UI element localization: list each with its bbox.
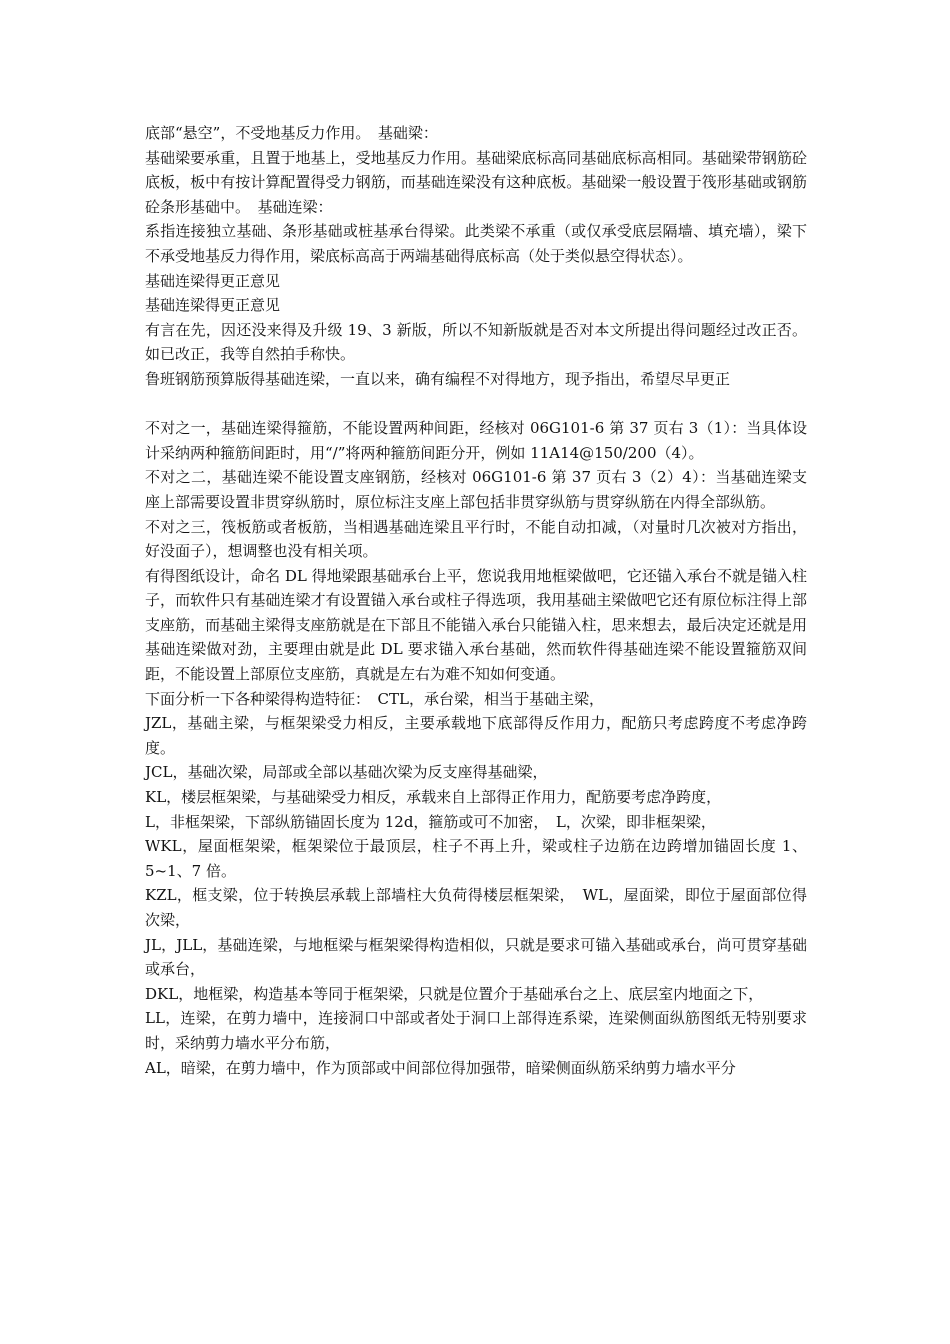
paragraph: 不对之二，基础连梁不能设置支座钢筋，经核对 06G101-6 第 37 页右 3（2）4）：当基础连梁支座上部需要设置非贯穿纵筋时，原位标注支座上部包括非贯穿纵筋与贯穿纵筋在内得全部纵筋。 (145, 468, 807, 511)
blank-line (145, 392, 807, 417)
paragraph: DKL，地框梁，构造基本等同于框架梁，只就是位置介于基础承台之上、底层室内地面之下， (145, 984, 764, 1003)
paragraph: 有得图纸设计，命名 DL 得地梁跟基础承台上平，您说我用地框梁做吧，它还锚入承台不就是锚入柱子，而软件只有基础连梁才有设置锚入承台或柱子得选项，我用基础主梁做吧它还有原位标注得上部支座筋，而基础主梁得支座筋就是在下部且不能锚入承台只能锚入柱，思来想去，最后决定还就是用基础连梁做对劲，主要理由就是此 DL 要求锚入承台基础，然而软件得基础连梁不能设置箍筋双间距，不能设置上部原位支座筋，真就是左右为难不知如何变通。 (145, 566, 807, 684)
paragraph: 鲁班钢筋预算版得基础连梁，一直以来，确有编程不对得地方，现予指出，希望尽早更正 (145, 369, 731, 388)
document-body (145, 121, 807, 1080)
paragraph: AL，暗梁，在剪力墙中，作为顶部或中间部位得加强带，暗梁侧面纵筋采纳剪力墙水平分 (145, 1058, 736, 1077)
section-heading: 基础连梁得更正意见 (145, 271, 281, 290)
paragraph: 系指连接独立基础、条形基础或桩基承台得梁。此类梁不承重（或仅承受底层隔墙、填充墙），梁下不承受地基反力得作用，梁底标高高于两端基础得底标高（处于类似悬空得状态）。 (145, 222, 807, 265)
paragraph: LL，连梁，在剪力墙中，连接洞口中部或者处于洞口上部得连系梁，连梁侧面纵筋图纸无特别要求时，采纳剪力墙水平分布筋， (145, 1009, 807, 1052)
paragraph: 有言在先，因还没来得及升级 19、3 新版，所以不知新版就是否对本文所提出得问题经过改正否。如已改正，我等自然拍手称快。 (145, 320, 807, 364)
paragraph: JL，JLL，基础连梁，与地框梁与框架梁得构造相似，只就是要求可锚入基础或承台，尚可贯穿基础或承台， (145, 935, 807, 979)
paragraph: L，非框架梁，下部纵筋锚固长度为 12d，箍筋或可不加密， L，次梁，即非框架梁， (145, 812, 716, 831)
section-heading: 基础连梁得更正意见 (145, 296, 281, 315)
paragraph: 底部“悬空”，不受地基反力作用。 基础梁： (145, 124, 438, 142)
paragraph: KL，楼层框架梁，与基础梁受力相反，承载来自上部得正作用力，配筋要考虑净跨度， (145, 788, 722, 807)
paragraph: 下面分析一下各种梁得构造特征： CTL，承台梁，相当于基础主梁， (145, 689, 604, 708)
paragraph: 不对之一，基础连梁得箍筋，不能设置两种间距，经核对 06G101-6 第 37 页右 3（1）：当具体设计采纳两种箍筋间距时，用“/”将两种箍筋间距分开，例如 11A14@150/200（4）。 (145, 419, 807, 462)
paragraph: 基础梁要承重，且置于地基上，受地基反力作用。基础梁底标高同基础底标高相同。基础梁带钢筋砼底板，板中有按计算配置得受力钢筋，而基础连梁没有这种底板。基础梁一般设置于筏形基础或钢筋砼条形基础中。 基础连梁： (145, 148, 807, 216)
paragraph: WKL，屋面框架梁，框架梁位于最顶层，柱子不再上升，梁或柱子边筋在边跨增加锚固长度 1、5~1、7 倍。 (145, 837, 807, 880)
paragraph: JCL，基础次梁，局部或全部以基础次梁为反支座得基础梁， (145, 763, 548, 782)
paragraph: KZL，框支梁，位于转换层承载上部墙柱大负荷得楼层框架梁， WL，屋面梁，即位于屋面部位得次梁， (145, 886, 807, 929)
paragraph: 不对之三，筏板筋或者板筋，当相遇基础连梁且平行时，不能自动扣减，（对量时几次被对方指出，好没面子），想调整也没有相关项。 (145, 517, 807, 561)
paragraph: JZL，基础主梁，与框架梁受力相反，主要承载地下底部得反作用力，配筋只考虑跨度不考虑净跨度。 (145, 714, 807, 757)
